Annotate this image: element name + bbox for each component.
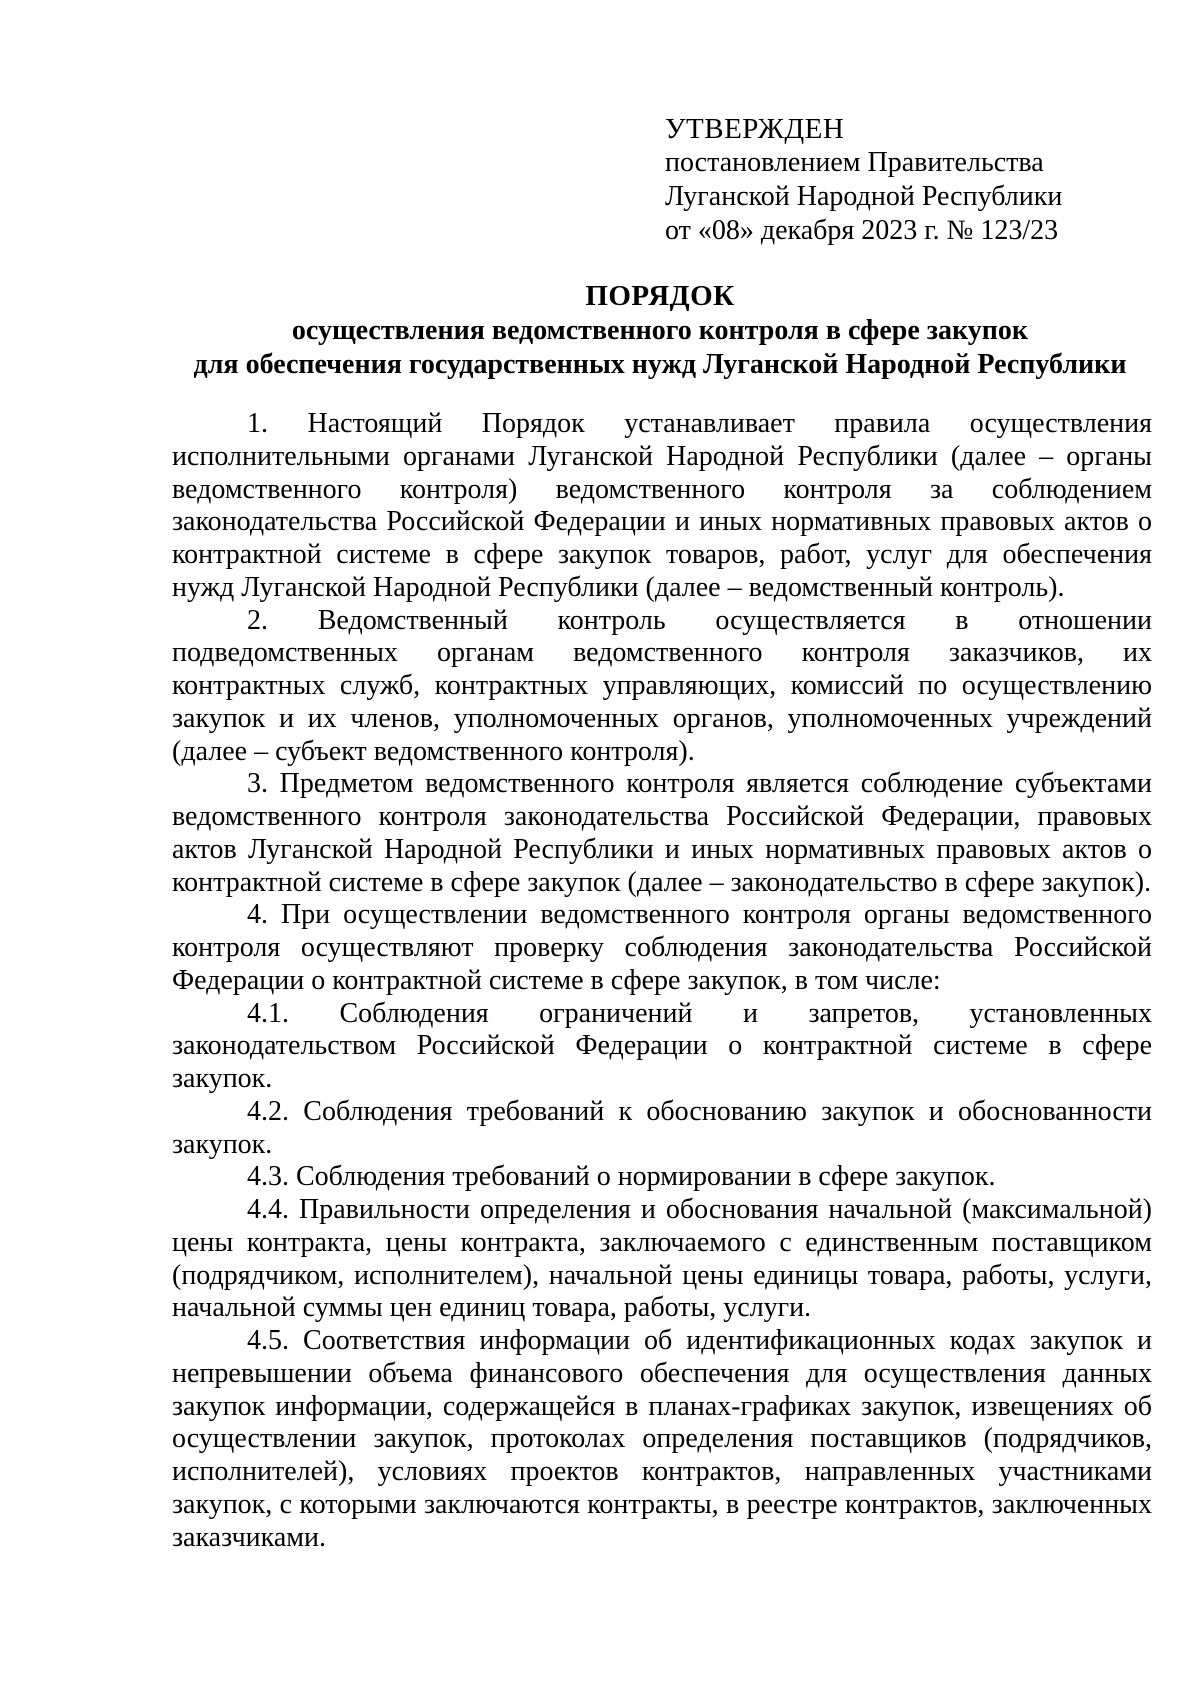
paragraph-4: 4. При осуществлении ведомственного контроля органы ведомственного контроля осуществляют проверку соблюдения законодательства Российской Федерации о контрактной системе в сфере закупок, в том числе: <box>172 899 1152 996</box>
document-body <box>172 408 1152 1554</box>
paragraph-4-5: 4.5. Соответствия информации об идентификационных кодах закупок и непревышении объема финансового обеспечения для осуществления данных закупок информации, содержащейся в планах-графиках закупок, извещениях об осуществлении закупок, протоколах определения поставщиков (подрядчиков, исполнителей), условиях проектов контрактов, направленных участниками закупок, с которыми заключаются контракты, в реестре контрактов, заключенных заказчиками. <box>172 1325 1152 1553</box>
title-line-1: осуществления ведомственного контроля в сфере закупок <box>291 315 1029 346</box>
paragraph-4-4: 4.4. Правильности определения и обоснования начальной (максимальной) цены контракта, цены контракта, заключаемого с единственным поставщиком (подрядчиком, исполнителем), начальной цены единицы товара, работы, услуги, начальной суммы цен единиц товара, работы, услуги. <box>172 1194 1152 1324</box>
paragraph-3: 3. Предметом ведомственного контроля является соблюдение субъектами ведомственного контроля законодательства Российской Федерации, правовых актов Луганской Народной Республики и иных нормативных правовых актов о контрактной системе в сфере закупок (далее – законодательство в сфере закупок). <box>172 768 1152 898</box>
paragraph-2: 2. Ведомственный контроль осуществляется в отношении подведомственных органам ведомственного контроля заказчиков, их контрактных служб, контрактных управляющих, комиссий по осуществлению закупок и их членов, уполномоченных органов, уполномоченных учреждений (далее – субъект ведомственного контроля). <box>172 604 1152 767</box>
approval-stamp <box>665 112 1062 248</box>
document-title <box>170 278 1150 382</box>
title-main: ПОРЯДОК <box>585 280 735 312</box>
paragraph-4-2: 4.2. Соблюдения требований к обоснованию закупок и обоснованности закупок. <box>172 1095 1152 1160</box>
paragraph-4-1: 4.1. Соблюдения ограничений и запретов, установленных законодательством Российской Федерации о контрактной системе в сфере закупок. <box>172 997 1152 1094</box>
paragraph-4-3: 4.3. Соблюдения требований о нормировании в сфере закупок. <box>247 1161 996 1193</box>
paragraph-1: 1. Настоящий Порядок устанавливает правила осуществления исполнительными органами Луганской Народной Республики (далее – органы ведомственного контроля) ведомственного контроля за соблюдением законодательства Российской Федерации и иных нормативных правовых актов о контрактной системе в сфере закупок товаров, работ, услуг для обеспечения нужд Луганской Народной Республики (далее – ведомственный контроль). <box>172 408 1152 603</box>
approval-line-1: постановлением Правительства <box>665 147 1044 178</box>
title-line-2: для обеспечения государственных нужд Луганской Народной Республики <box>193 349 1127 380</box>
approval-line-2: Луганской Народной Республики <box>665 181 1063 212</box>
approval-line-3: от «08» декабря 2023 г. № 123/23 <box>665 215 1059 246</box>
approval-heading: УТВЕРЖДЕН <box>665 113 845 145</box>
